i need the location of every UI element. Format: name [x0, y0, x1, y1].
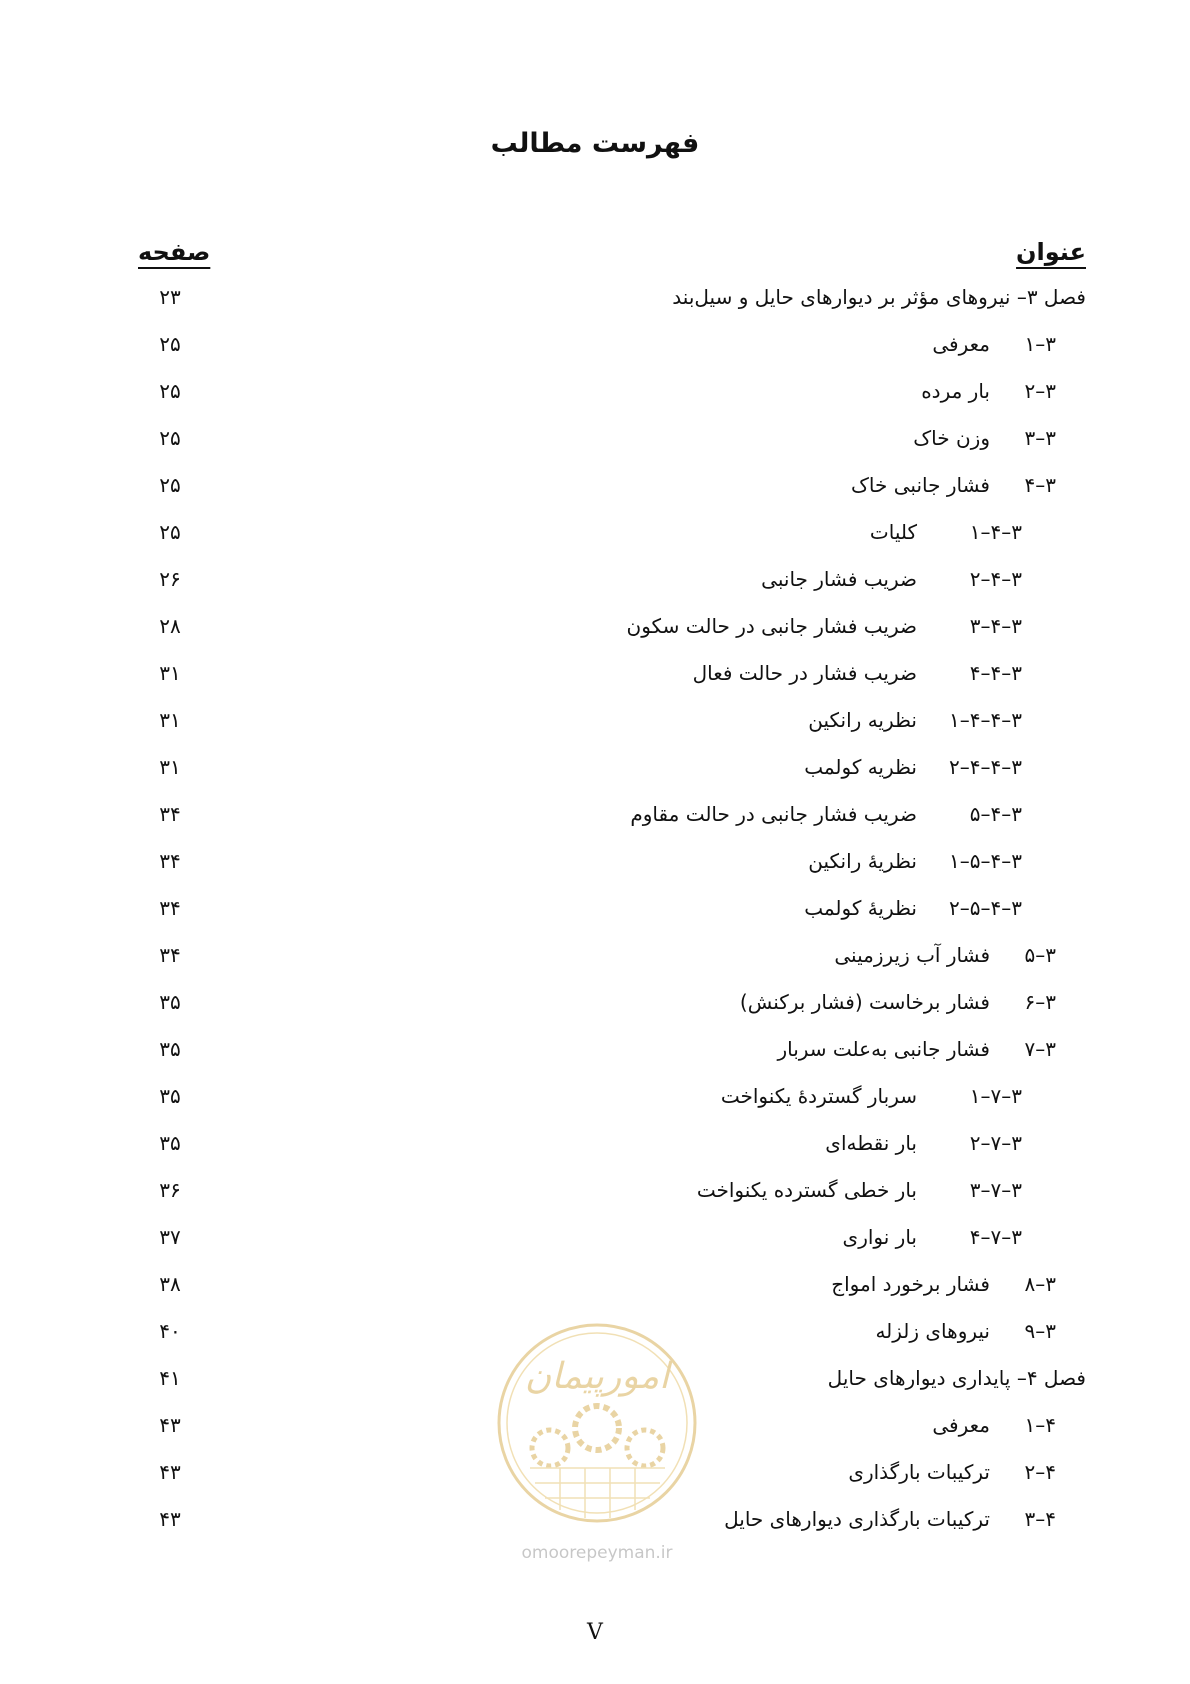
toc-entry-number: ۴–۲	[1024, 1460, 1056, 1484]
toc-entry-page: ۳۵	[159, 990, 181, 1014]
toc-entry-number: ۳–۷–۲	[969, 1131, 1022, 1155]
toc-entry-page: ۳۴	[159, 802, 181, 826]
toc-entry-page: ۲۸	[159, 614, 181, 638]
toc-entry-label: فشار جانبی خاک	[851, 473, 990, 497]
toc-row	[0, 708, 1190, 755]
toc-row	[0, 943, 1190, 990]
toc-entry-page: ۲۵	[159, 426, 181, 450]
toc-entry-page: ۳۴	[159, 943, 181, 967]
toc-entry-page: ۴۳	[159, 1507, 181, 1531]
toc-entry-label: فصل ۴– پایداری دیوارهای حایل	[827, 1366, 1086, 1390]
toc-row	[0, 990, 1190, 1037]
toc-entry-number: ۳–۴–۴–۲	[949, 755, 1022, 779]
page-title: فهرست مطالب	[490, 128, 700, 159]
toc-entry-page: ۴۳	[159, 1460, 181, 1484]
toc-entry	[913, 426, 1056, 450]
toc-entry-page: ۲۵	[159, 473, 181, 497]
toc-entry	[672, 285, 1086, 309]
toc-row	[0, 426, 1190, 473]
title-column-header: عنوان	[1016, 238, 1086, 266]
toc-entry-number: ۳–۱	[1024, 332, 1056, 356]
toc-entry-page: ۴۱	[159, 1366, 181, 1390]
toc-entry	[932, 1413, 1056, 1437]
toc-entry	[721, 1084, 1022, 1108]
toc-entry-number: ۳–۴–۴–۱	[949, 708, 1022, 732]
toc-entry-label: ضریب فشار جانبی در حالت مقاوم	[630, 802, 917, 826]
page-column-header: صفحه	[138, 238, 211, 266]
toc-entry	[848, 1460, 1056, 1484]
toc-entry	[932, 332, 1056, 356]
toc-entry-number: ۳–۶	[1024, 990, 1056, 1014]
toc-entry-page: ۳۵	[159, 1084, 181, 1108]
toc-entry-label: فشار برخاست (فشار برکنش)	[739, 990, 990, 1014]
toc-row	[0, 520, 1190, 567]
toc-entry-page: ۳۱	[159, 755, 181, 779]
toc-entry-page: ۲۶	[159, 567, 181, 591]
toc-entry-label: ضریب فشار جانبی در حالت سکون	[626, 614, 917, 638]
toc-entry-label: ضریب فشار در حالت فعال	[692, 661, 917, 685]
toc-entry	[693, 661, 1022, 685]
toc-entry-page: ۴۰	[159, 1319, 181, 1343]
toc-entry-label: نظریهٔ رانکین	[808, 849, 917, 873]
toc-entry-page: ۳۶	[159, 1178, 181, 1202]
toc-entry-number: ۳–۷–۳	[969, 1178, 1022, 1202]
toc-entry-number: ۳–۴–۵	[969, 802, 1022, 826]
toc-entry-number: ۳–۸	[1024, 1272, 1056, 1296]
toc-entry-page: ۳۷	[159, 1225, 181, 1249]
toc-row	[0, 379, 1190, 426]
toc-entry-label: ضریب فشار جانبی	[761, 567, 917, 591]
toc-entry	[831, 1272, 1056, 1296]
toc-entry-number: ۳–۴–۵–۲	[949, 896, 1022, 920]
toc-entry-label: ترکیبات بارگذاری	[848, 1460, 990, 1484]
toc-entry	[921, 379, 1056, 403]
toc-entry-number: ۳–۳	[1024, 426, 1056, 450]
toc-entry-page: ۲۵	[159, 332, 181, 356]
toc-row	[0, 661, 1190, 708]
toc-entry-number: ۳–۴	[1024, 473, 1056, 497]
toc-entry	[870, 520, 1022, 544]
toc-row	[0, 567, 1190, 614]
toc-entry-label: کلیات	[869, 520, 917, 544]
toc-entry-label: نظریه رانکین	[808, 708, 917, 732]
toc-entry-label: نظریهٔ کولمب	[804, 896, 917, 920]
watermark-logo-text: امورپیمان	[524, 1356, 670, 1397]
toc-entry-number: ۳–۴–۴	[969, 661, 1022, 685]
toc-entry-label: سربار گستردهٔ یکنواخت	[720, 1084, 917, 1108]
toc-entry	[697, 1178, 1022, 1202]
toc-entry-page: ۳۴	[159, 849, 181, 873]
toc-entry	[851, 473, 1056, 497]
toc-entry-label: بار مرده	[921, 379, 990, 403]
toc-entry	[630, 802, 1022, 826]
toc-entry-page: ۳۵	[159, 1131, 181, 1155]
toc-row	[0, 332, 1190, 379]
toc-entry-label: بار نقطه‌ای	[825, 1131, 917, 1155]
toc-entry-number: ۳–۴–۱	[969, 520, 1022, 544]
toc-row	[0, 614, 1190, 661]
toc-entry-page: ۳۴	[159, 896, 181, 920]
toc-entry-label: نیروهای زلزله	[875, 1319, 990, 1343]
toc-row	[0, 802, 1190, 849]
toc-entry-label: فشار آب زیرزمینی	[834, 943, 990, 967]
toc-entry-label: ترکیبات بارگذاری دیوارهای حایل	[724, 1507, 990, 1531]
toc-entry	[825, 1131, 1022, 1155]
toc-entry	[843, 1225, 1022, 1249]
toc-entry-number: ۳–۴–۵–۱	[949, 849, 1022, 873]
toc-entry-label: وزن خاک	[913, 426, 990, 450]
toc-entry-page: ۴۳	[159, 1413, 181, 1437]
toc-entry	[834, 943, 1056, 967]
toc-entry-label: بار نواری	[842, 1225, 917, 1249]
toc-entry	[761, 567, 1022, 591]
toc-entry-number: ۳–۴–۳	[969, 614, 1022, 638]
toc-entry-number: ۳–۲	[1024, 379, 1056, 403]
toc-entry	[627, 614, 1022, 638]
toc-entry-label: معرفی	[932, 1413, 990, 1437]
toc-row	[0, 755, 1190, 802]
toc-entry-number: ۳–۵	[1024, 943, 1056, 967]
toc-row	[0, 1272, 1190, 1319]
toc-entry-number: ۳–۷	[1024, 1037, 1056, 1061]
toc-entry	[828, 1366, 1086, 1390]
toc-entry	[724, 1507, 1056, 1531]
toc-entry	[808, 849, 1022, 873]
toc-entry-label: فشار برخورد امواج	[831, 1272, 990, 1296]
toc-entry-number: ۳–۷–۴	[969, 1225, 1022, 1249]
toc-row	[0, 285, 1190, 332]
toc-row	[0, 1131, 1190, 1178]
toc-entry	[804, 755, 1022, 779]
watermark-url: omoorepeyman.ir	[521, 1543, 673, 1563]
toc-entry	[804, 896, 1022, 920]
toc-entry-page: ۲۵	[159, 520, 181, 544]
toc-entry-label: فصل ۳– نیروهای مؤثر بر دیوارهای حایل و سیل‌بند	[672, 285, 1086, 309]
toc-entry-label: نظریه کولمب	[804, 755, 917, 779]
toc-entry-page: ۳۱	[159, 661, 181, 685]
toc-entry-label: فشار جانبی به‌علت سربار	[777, 1037, 990, 1061]
toc-entry-number: ۴–۳	[1024, 1507, 1056, 1531]
page-number: V	[587, 1620, 603, 1645]
toc-row	[0, 473, 1190, 520]
toc-entry-page: ۳۸	[159, 1272, 181, 1296]
toc-entry-number: ۳–۷–۱	[969, 1084, 1022, 1108]
toc-row	[0, 1037, 1190, 1084]
toc-entry-number: ۴–۱	[1024, 1413, 1056, 1437]
toc-entry-number: ۳–۹	[1024, 1319, 1056, 1343]
toc-entry-label: بار خطی گسترده یکنواخت	[696, 1178, 917, 1202]
toc-row	[0, 896, 1190, 943]
toc-row	[0, 1225, 1190, 1272]
toc-entry-number: ۳–۴–۲	[969, 567, 1022, 591]
watermark-logo	[490, 1318, 704, 1572]
toc-entry	[740, 990, 1056, 1014]
toc-entry	[875, 1319, 1056, 1343]
toc-row	[0, 1084, 1190, 1131]
toc-entry-page: ۲۳	[159, 285, 181, 309]
toc-row	[0, 849, 1190, 896]
toc-entry-page: ۳۱	[159, 708, 181, 732]
toc-entry	[808, 708, 1022, 732]
toc-entry-page: ۳۵	[159, 1037, 181, 1061]
toc-entry-page: ۲۵	[159, 379, 181, 403]
toc-row	[0, 1178, 1190, 1225]
toc-entry-label: معرفی	[932, 332, 990, 356]
toc-entry	[777, 1037, 1056, 1061]
